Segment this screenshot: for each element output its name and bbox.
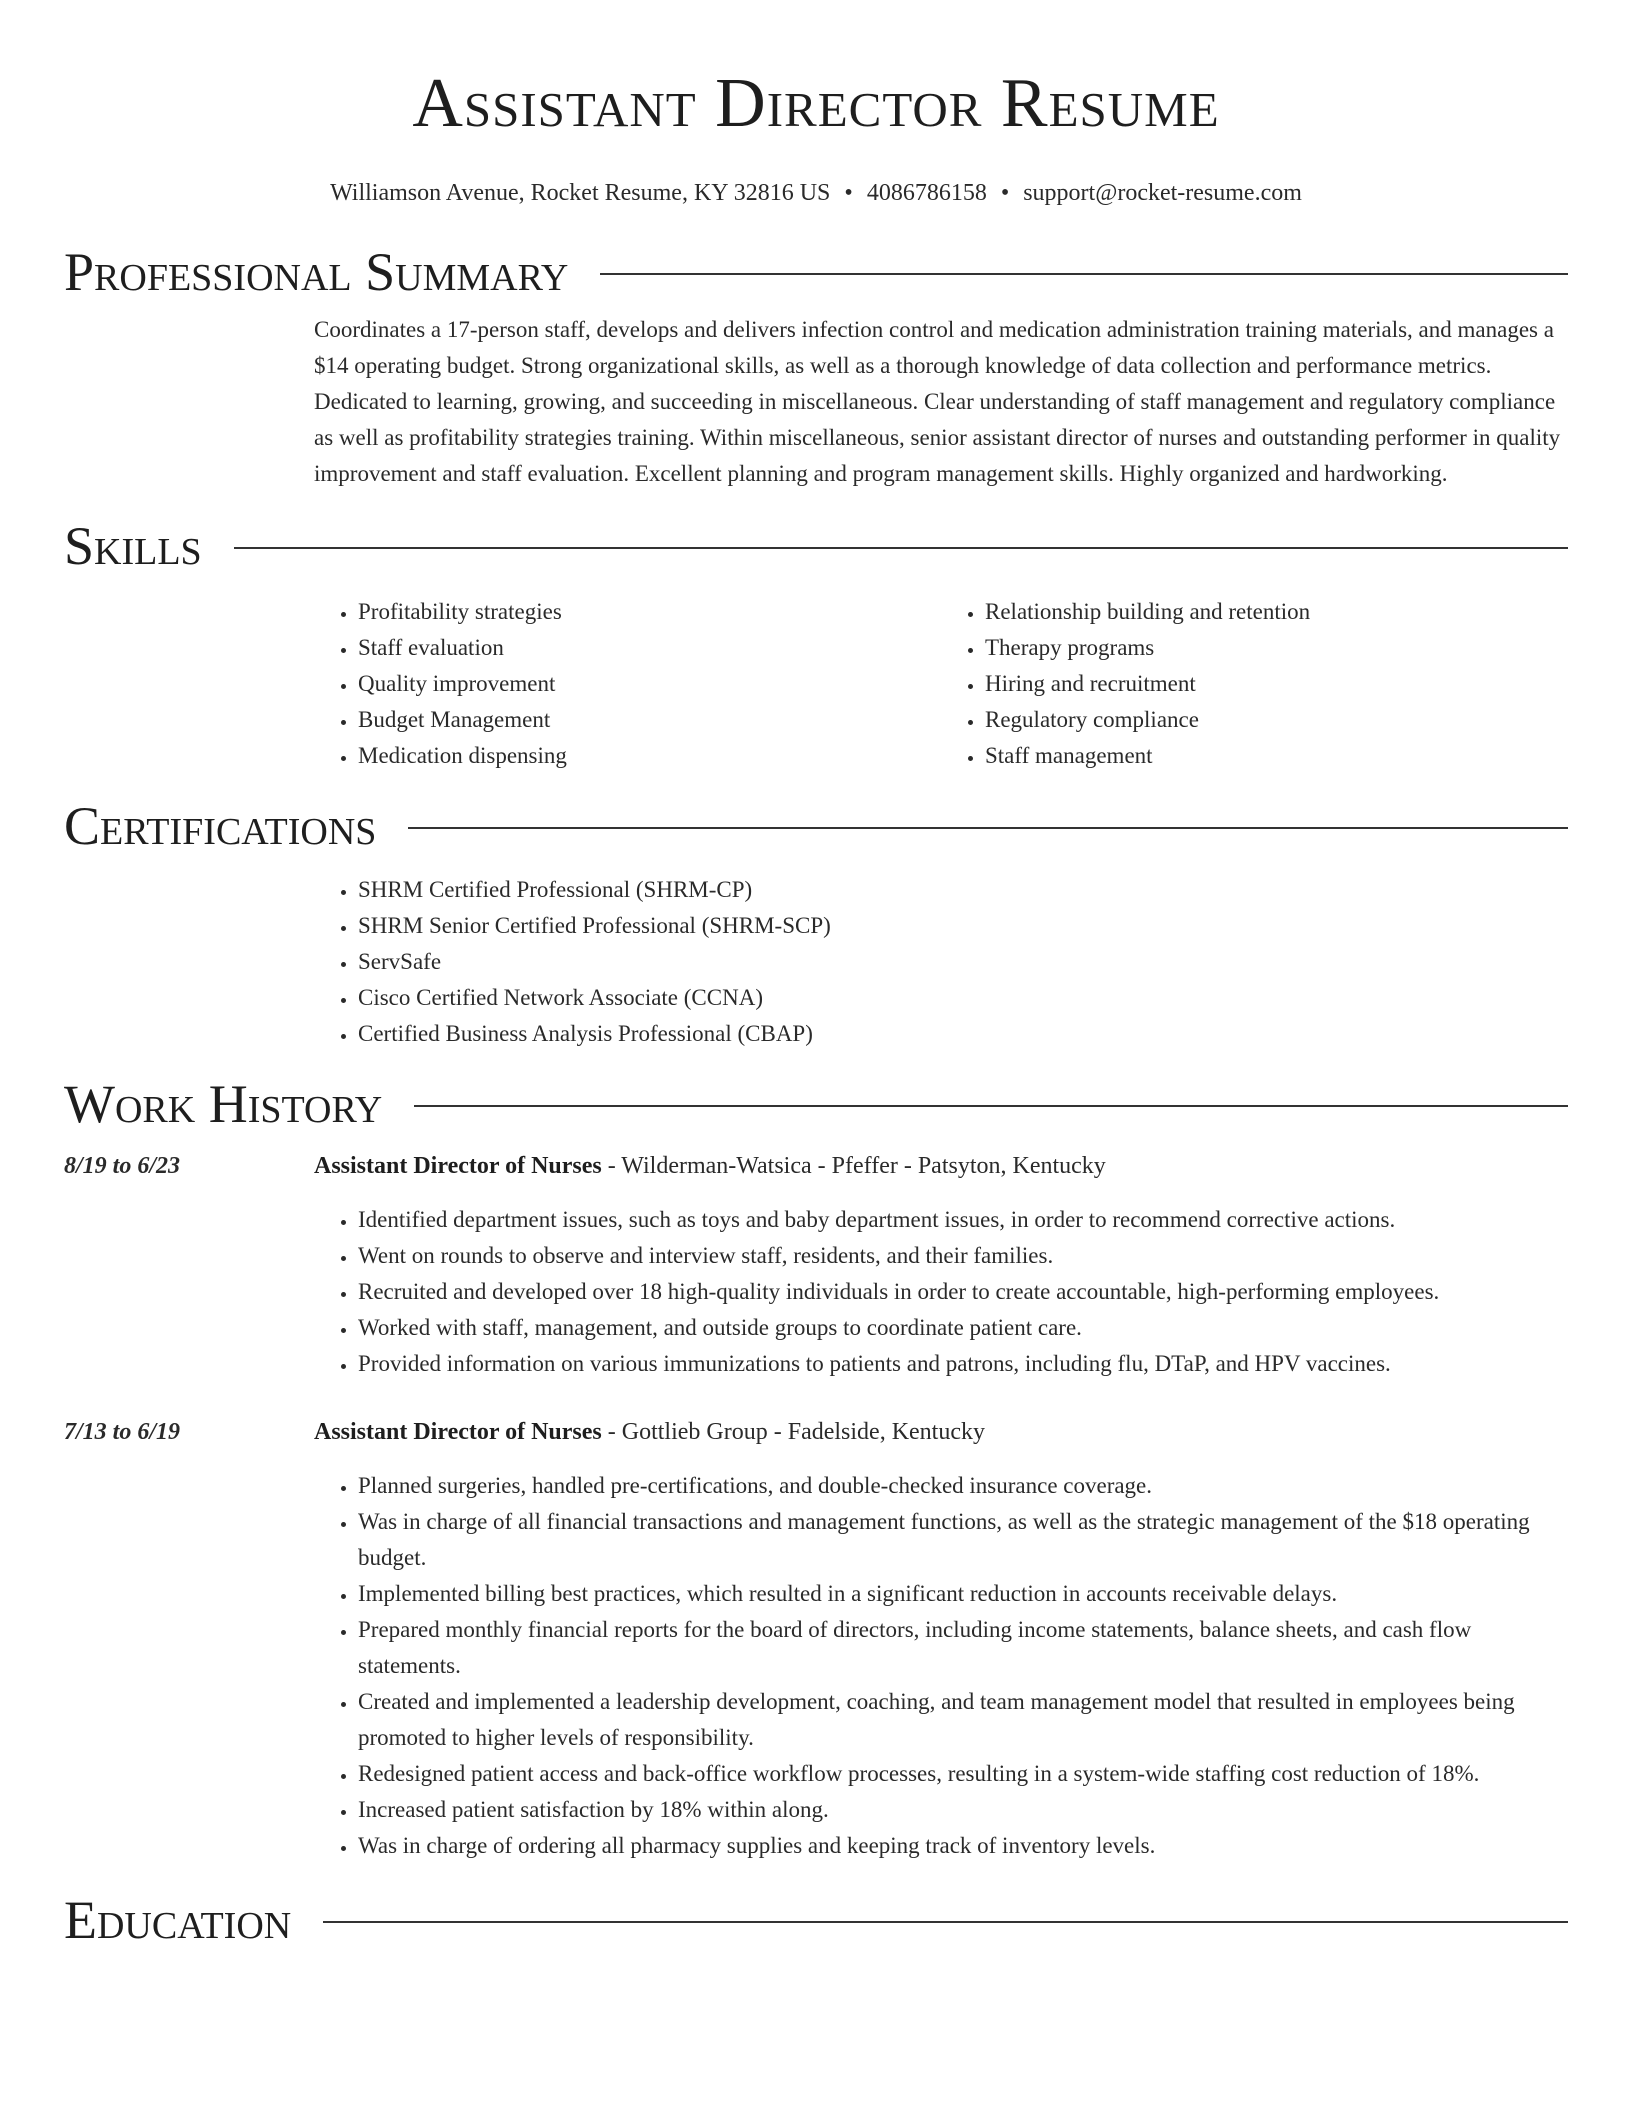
section-divider <box>323 1921 1568 1923</box>
skills-section <box>64 516 1568 774</box>
contact-phone: 4086786158 <box>866 180 987 206</box>
job-bullet: • Provided information on various immunizations to patients and patrons, including flu, DTaP, and HPV vaccines. <box>358 1346 1568 1382</box>
work-history-header <box>64 1074 1568 1134</box>
job-bullet: • Was in charge of ordering all pharmacy supplies and keeping track of inventory levels. <box>358 1828 1568 1864</box>
certification-item: • ServSafe <box>358 944 1568 980</box>
summary-heading: Professional Summary <box>64 242 569 302</box>
job-bullet: • Prepared monthly financial reports for the board of directors, including income statements, balance sheets, and cash flow statements. <box>358 1612 1568 1684</box>
contact-email: support@rocket-resume.com <box>1023 180 1302 206</box>
job-dates: 8/19 to 6/23 <box>64 1153 181 1179</box>
job-bullet: • Went on rounds to observe and interview staff, residents, and their families. <box>358 1238 1568 1274</box>
job-dates: 7/13 to 6/19 <box>64 1419 181 1445</box>
skill-item: • Hiring and recruitment <box>985 666 1568 702</box>
skill-item: • Therapy programs <box>985 630 1568 666</box>
job-bullet: • Was in charge of all financial transactions and management functions, as well as the strategic management of the $18 operating budget. <box>358 1504 1568 1576</box>
certification-item: • SHRM Certified Professional (SHRM-CP) <box>358 872 1568 908</box>
section-divider <box>234 547 1568 549</box>
job-bullet: • Created and implemented a leadership development, coaching, and team management model that resulted in employees being promoted to higher levels of responsibility. <box>358 1684 1568 1756</box>
job-title: Assistant Director of Nurses <box>314 1419 602 1445</box>
section-divider <box>414 1105 1568 1107</box>
job-bullet: • Implemented billing best practices, which resulted in a significant reduction in accounts receivable delays. <box>358 1576 1568 1612</box>
summary-section <box>64 242 1568 492</box>
job-bullet: • Identified department issues, such as toys and baby department issues, in order to recommend corrective actions. <box>358 1202 1568 1238</box>
contact-separator: • <box>1000 180 1010 206</box>
section-divider <box>408 827 1568 829</box>
skills-column-left <box>314 594 941 774</box>
job-bullet: • Increased patient satisfaction by 18% within along. <box>358 1792 1568 1828</box>
certification-item: • SHRM Senior Certified Professional (SHRM-SCP) <box>358 908 1568 944</box>
skill-item: • Budget Management <box>358 702 941 738</box>
section-divider <box>600 273 1568 275</box>
job-entry <box>64 1148 1568 1382</box>
skill-item: • Staff evaluation <box>358 630 941 666</box>
skill-item: • Profitability strategies <box>358 594 941 630</box>
resume-title: Assistant Director Resume <box>412 65 1220 142</box>
skills-list <box>314 594 1568 774</box>
job-bullets <box>314 1202 1568 1382</box>
skill-item: • Relationship building and retention <box>985 594 1568 630</box>
skill-item: • Regulatory compliance <box>985 702 1568 738</box>
certifications-heading: Certifications <box>64 796 377 856</box>
job-header <box>64 1414 1568 1450</box>
certifications-section <box>64 796 1568 1052</box>
job-bullet: • Redesigned patient access and back-office workflow processes, resulting in a system-wide staffing cost reduction of 18%. <box>358 1756 1568 1792</box>
certifications-list <box>314 872 1568 1052</box>
education-header <box>64 1890 1568 1950</box>
education-heading: Education <box>64 1890 292 1950</box>
education-section <box>64 1890 1568 1950</box>
job-bullet: • Recruited and developed over 18 high-quality individuals in order to create accountable, high-performing employees. <box>358 1274 1568 1310</box>
skill-item: • Quality improvement <box>358 666 941 702</box>
certifications-header <box>64 796 1568 856</box>
skills-header <box>64 516 1568 576</box>
job-title: Assistant Director of Nurses <box>314 1153 602 1179</box>
work-history-heading: Work History <box>64 1074 383 1134</box>
contact-address: Williamson Avenue, Rocket Resume, KY 32816 US <box>330 180 831 206</box>
job-company-location: - Wilderman-Watsica - Pfeffer - Patsyton, Kentucky <box>601 1153 1106 1179</box>
work-history-section <box>64 1074 1568 1864</box>
job-entry <box>64 1414 1568 1864</box>
summary-text: Coordinates a 17-person staff, develops and delivers infection control and medication administration training materials, and manages a $14 operating budget. Strong organizational skills, as well as a thorough knowledge of data collection and performance metrics. Dedicated to learning, growing, and succeeding in miscellaneous. Clear understanding of staff management and regulatory compliance as well as profitability strategies training. Within miscellaneous, senior assistant director of nurses and outstanding performer in quality improvement and staff evaluation. Excellent planning and program management skills. Highly organized and hardworking. <box>314 317 1561 486</box>
job-header <box>64 1148 1568 1184</box>
job-bullet: • Worked with staff, management, and outside groups to coordinate patient care. <box>358 1310 1568 1346</box>
job-bullets <box>314 1468 1568 1864</box>
job-company-location: - Gottlieb Group - Fadelside, Kentucky <box>601 1419 985 1445</box>
skills-heading: Skills <box>64 516 202 576</box>
summary-header <box>64 242 1568 302</box>
certification-item: • Cisco Certified Network Associate (CCNA) <box>358 980 1568 1016</box>
certification-item: • Certified Business Analysis Professional (CBAP) <box>358 1016 1568 1052</box>
contact-line <box>64 178 1568 208</box>
skill-item: • Medication dispensing <box>358 738 941 774</box>
job-bullet: • Planned surgeries, handled pre-certifications, and double-checked insurance coverage. <box>358 1468 1568 1504</box>
skill-item: • Staff management <box>985 738 1568 774</box>
contact-separator: • <box>844 180 853 206</box>
skills-column-right <box>941 594 1568 774</box>
